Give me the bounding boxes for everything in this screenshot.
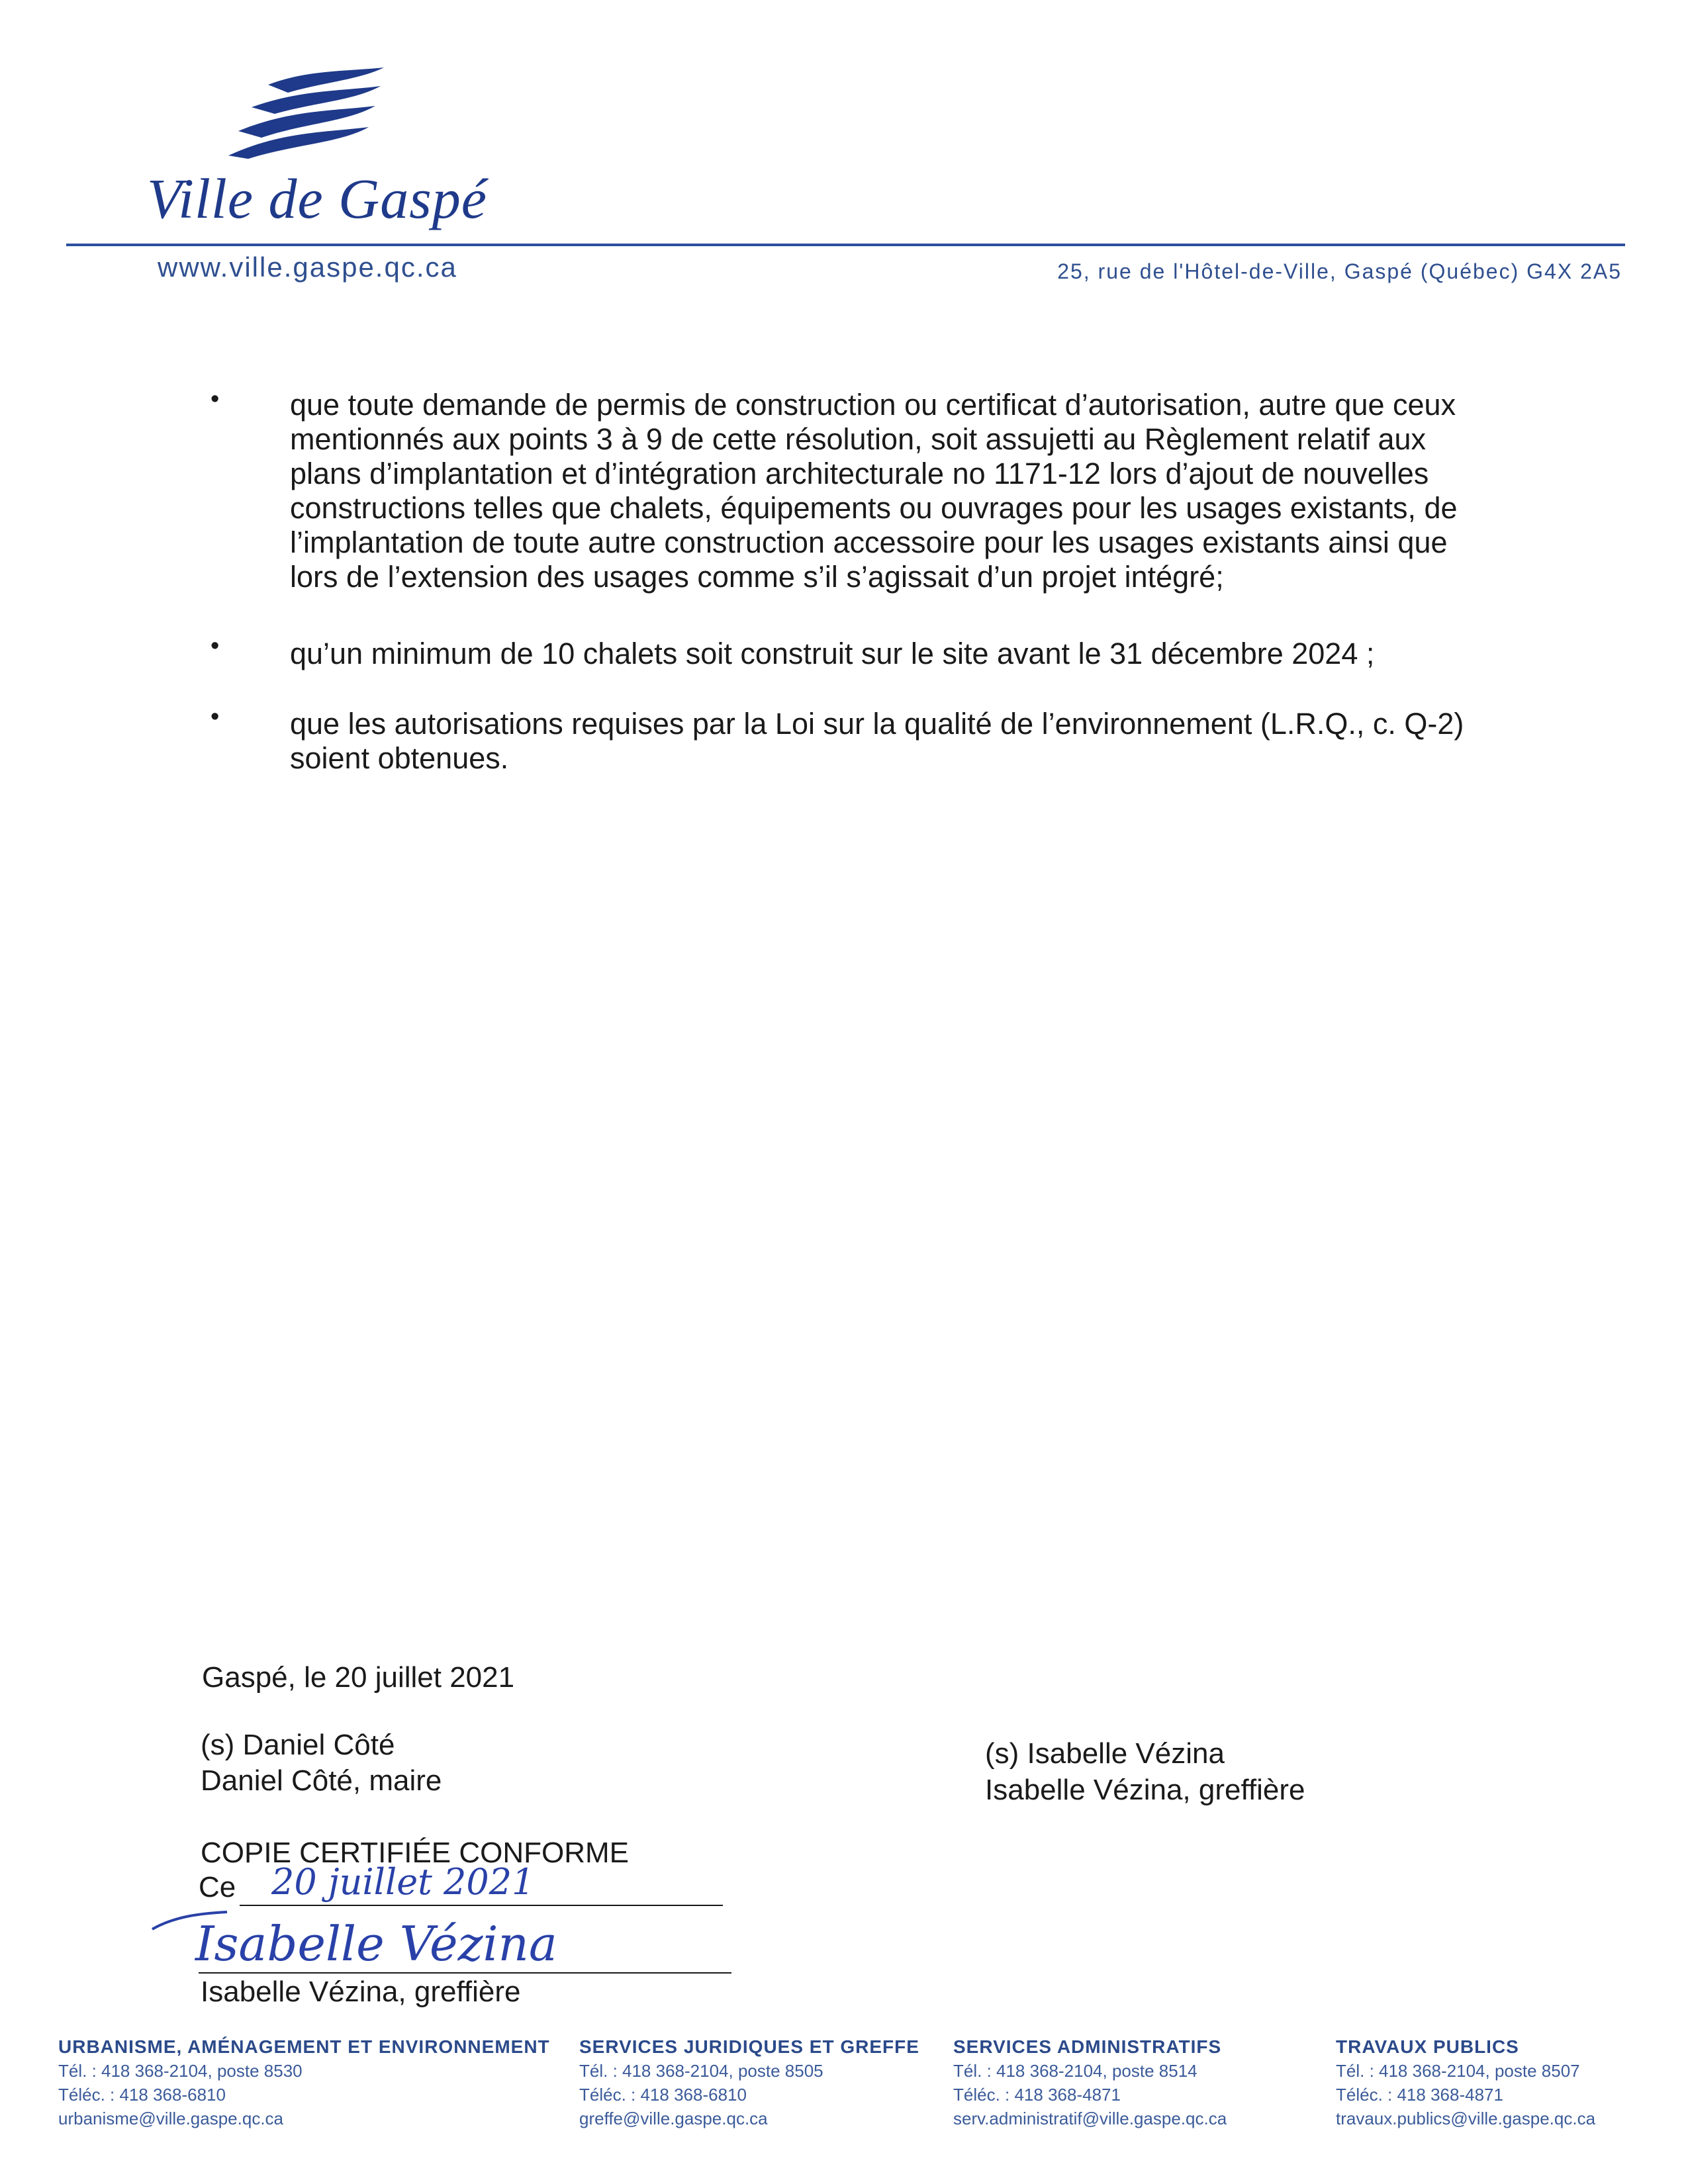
bullet-paragraph-2 (290, 637, 1505, 671)
footer-greffe (579, 2035, 919, 2130)
left-signed-mention: (s) Daniel Côté (201, 1729, 395, 1761)
paragraph-line: soient obtenues. (290, 741, 509, 775)
footer-email[interactable]: greffe@ville.gaspe.qc.ca (579, 2109, 768, 2128)
paragraph-line: mentionnés aux points 3 à 9 de cette résolution, soit assujetti au Règlement relatif aux (290, 422, 1426, 456)
certified-copy-label: COPIE CERTIFIÉE CONFORME (201, 1837, 630, 1869)
bullet-paragraph-3 (290, 707, 1505, 776)
footer-fax: Téléc. : 418 368-6810 (579, 2085, 747, 2105)
place-date: Gaspé, le 20 juillet 2021 (202, 1661, 515, 1694)
clerk-signature-name: Isabelle Vézina, greffière (201, 1976, 521, 2008)
footer-phone: Tél. : 418 368-2104, poste 8507 (1336, 2061, 1580, 2081)
paragraph-line: que toute demande de permis de construction ou certificat d’autorisation, autre que ceux (290, 388, 1456, 422)
paragraph-line: que les autorisations requises par la Loi sur la qualité de l’environnement (L.R.Q., c. Q-2) (290, 707, 1464, 741)
footer-title: SERVICES ADMINISTRATIFS (953, 2036, 1222, 2057)
footer-fax: Téléc. : 418 368-4871 (1336, 2085, 1503, 2105)
paragraph-line: l’implantation de toute autre construction accessoire pour les usages existants ainsi que (290, 525, 1448, 559)
mayor-name: Daniel Côté, maire (201, 1764, 442, 1797)
footer-email[interactable]: travaux.publics@ville.gaspe.qc.ca (1336, 2109, 1596, 2128)
footer-title: URBANISME, AMÉNAGEMENT ET ENVIRONNEMENT (58, 2036, 550, 2057)
footer-travaux-publics (1336, 2035, 1595, 2130)
bullet-marker: • (211, 703, 220, 731)
handwritten-date: 20 juillet 2021 (271, 1861, 535, 1903)
header-website: www.ville.gaspe.qc.ca (158, 251, 457, 283)
city-logo-text: Ville de Gaspé (147, 167, 487, 230)
footer-phone: Tél. : 418 368-2104, poste 8514 (953, 2061, 1197, 2081)
footer-title: SERVICES JURIDIQUES ET GREFFE (579, 2036, 919, 2057)
paragraph-line: lors de l’extension des usages comme s’il s’agissait d’un projet intégré; (290, 560, 1224, 594)
city-logo-waves-icon (228, 66, 387, 159)
handwritten-signature: Isabelle Vézina (195, 1916, 557, 1972)
paragraph-line: qu’un minimum de 10 chalets soit construit sur le site avant le 31 décembre 2024 ; (290, 637, 1375, 670)
header-divider (66, 244, 1625, 246)
paragraph-line: constructions telles que chalets, équipements ou ouvrages pour les usages existants, de (290, 491, 1458, 525)
bullet-marker: • (211, 385, 220, 413)
footer-urbanisme (58, 2035, 550, 2130)
right-signed-mention: (s) Isabelle Vézina (985, 1737, 1225, 1770)
bullet-paragraph-1 (290, 388, 1505, 594)
signature-underline (199, 1972, 731, 1974)
header-address: 25, rue de l'Hôtel-de-Ville, Gaspé (Québec) G4X 2A5 (1057, 259, 1622, 283)
footer-fax: Téléc. : 418 368-4871 (953, 2085, 1121, 2105)
footer-phone: Tél. : 418 368-2104, poste 8530 (58, 2061, 303, 2081)
footer-phone: Tél. : 418 368-2104, poste 8505 (579, 2061, 823, 2081)
date-underline (240, 1905, 723, 1906)
footer-administratifs (953, 2035, 1227, 2130)
clerk-name-title: Isabelle Vézina, greffière (985, 1774, 1305, 1806)
ce-label: Ce (199, 1871, 236, 1903)
paragraph-line: plans d’implantation et d’intégration architecturale no 1171-12 lors d’ajout de nouvelles (290, 457, 1429, 490)
footer-fax: Téléc. : 418 368-6810 (58, 2085, 226, 2105)
footer-email[interactable]: urbanisme@ville.gaspe.qc.ca (58, 2109, 284, 2128)
footer-title: TRAVAUX PUBLICS (1336, 2036, 1519, 2057)
bullet-marker: • (211, 632, 220, 660)
footer-email[interactable]: serv.administratif@ville.gaspe.qc.ca (953, 2109, 1227, 2128)
